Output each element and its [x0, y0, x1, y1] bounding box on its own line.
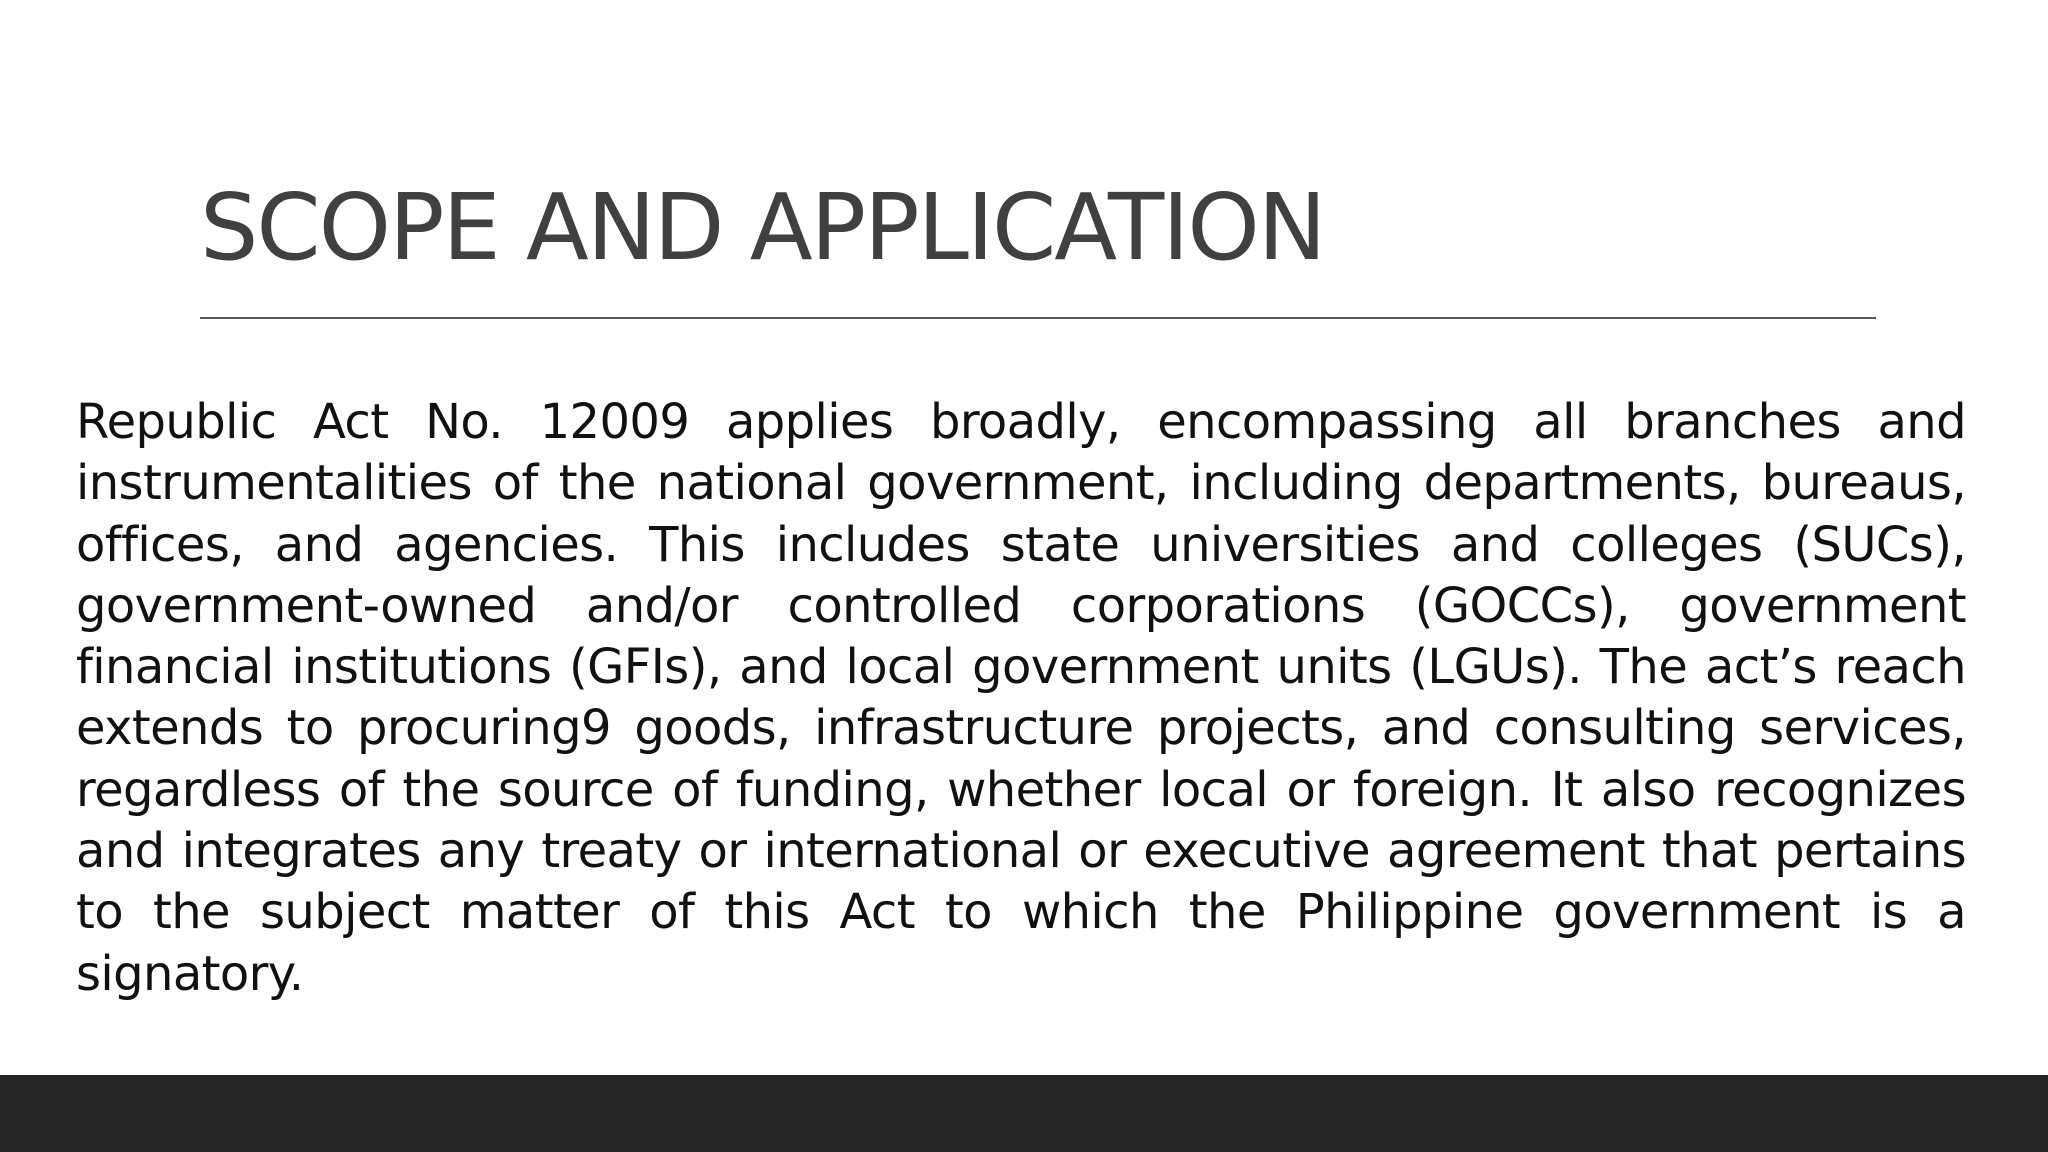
footer-bar: [0, 1075, 2048, 1152]
title-divider: [200, 317, 1876, 319]
slide-body-text: Republic Act No. 12009 applies broadly, encompassing all branches and instrumentalities of the national government, including departments, bureaus, offices, and agencies. This includes state universities and colleges (SUCs), government-owned and/or controlled corporations (GOCCs), government financial institutions (GFIs), and local government units (LGUs). The act’s reach extends to procuring9 goods, infrastructure projects, and consulting services, regardless of the source of funding, whether local or foreign. It also recognizes and integrates any treaty or international or executive agreement that pertains to the subject matter of this Act to which the Philippine government is a signatory.: [76, 394, 1966, 1002]
slide-title: SCOPE AND APPLICATION: [200, 174, 1325, 281]
